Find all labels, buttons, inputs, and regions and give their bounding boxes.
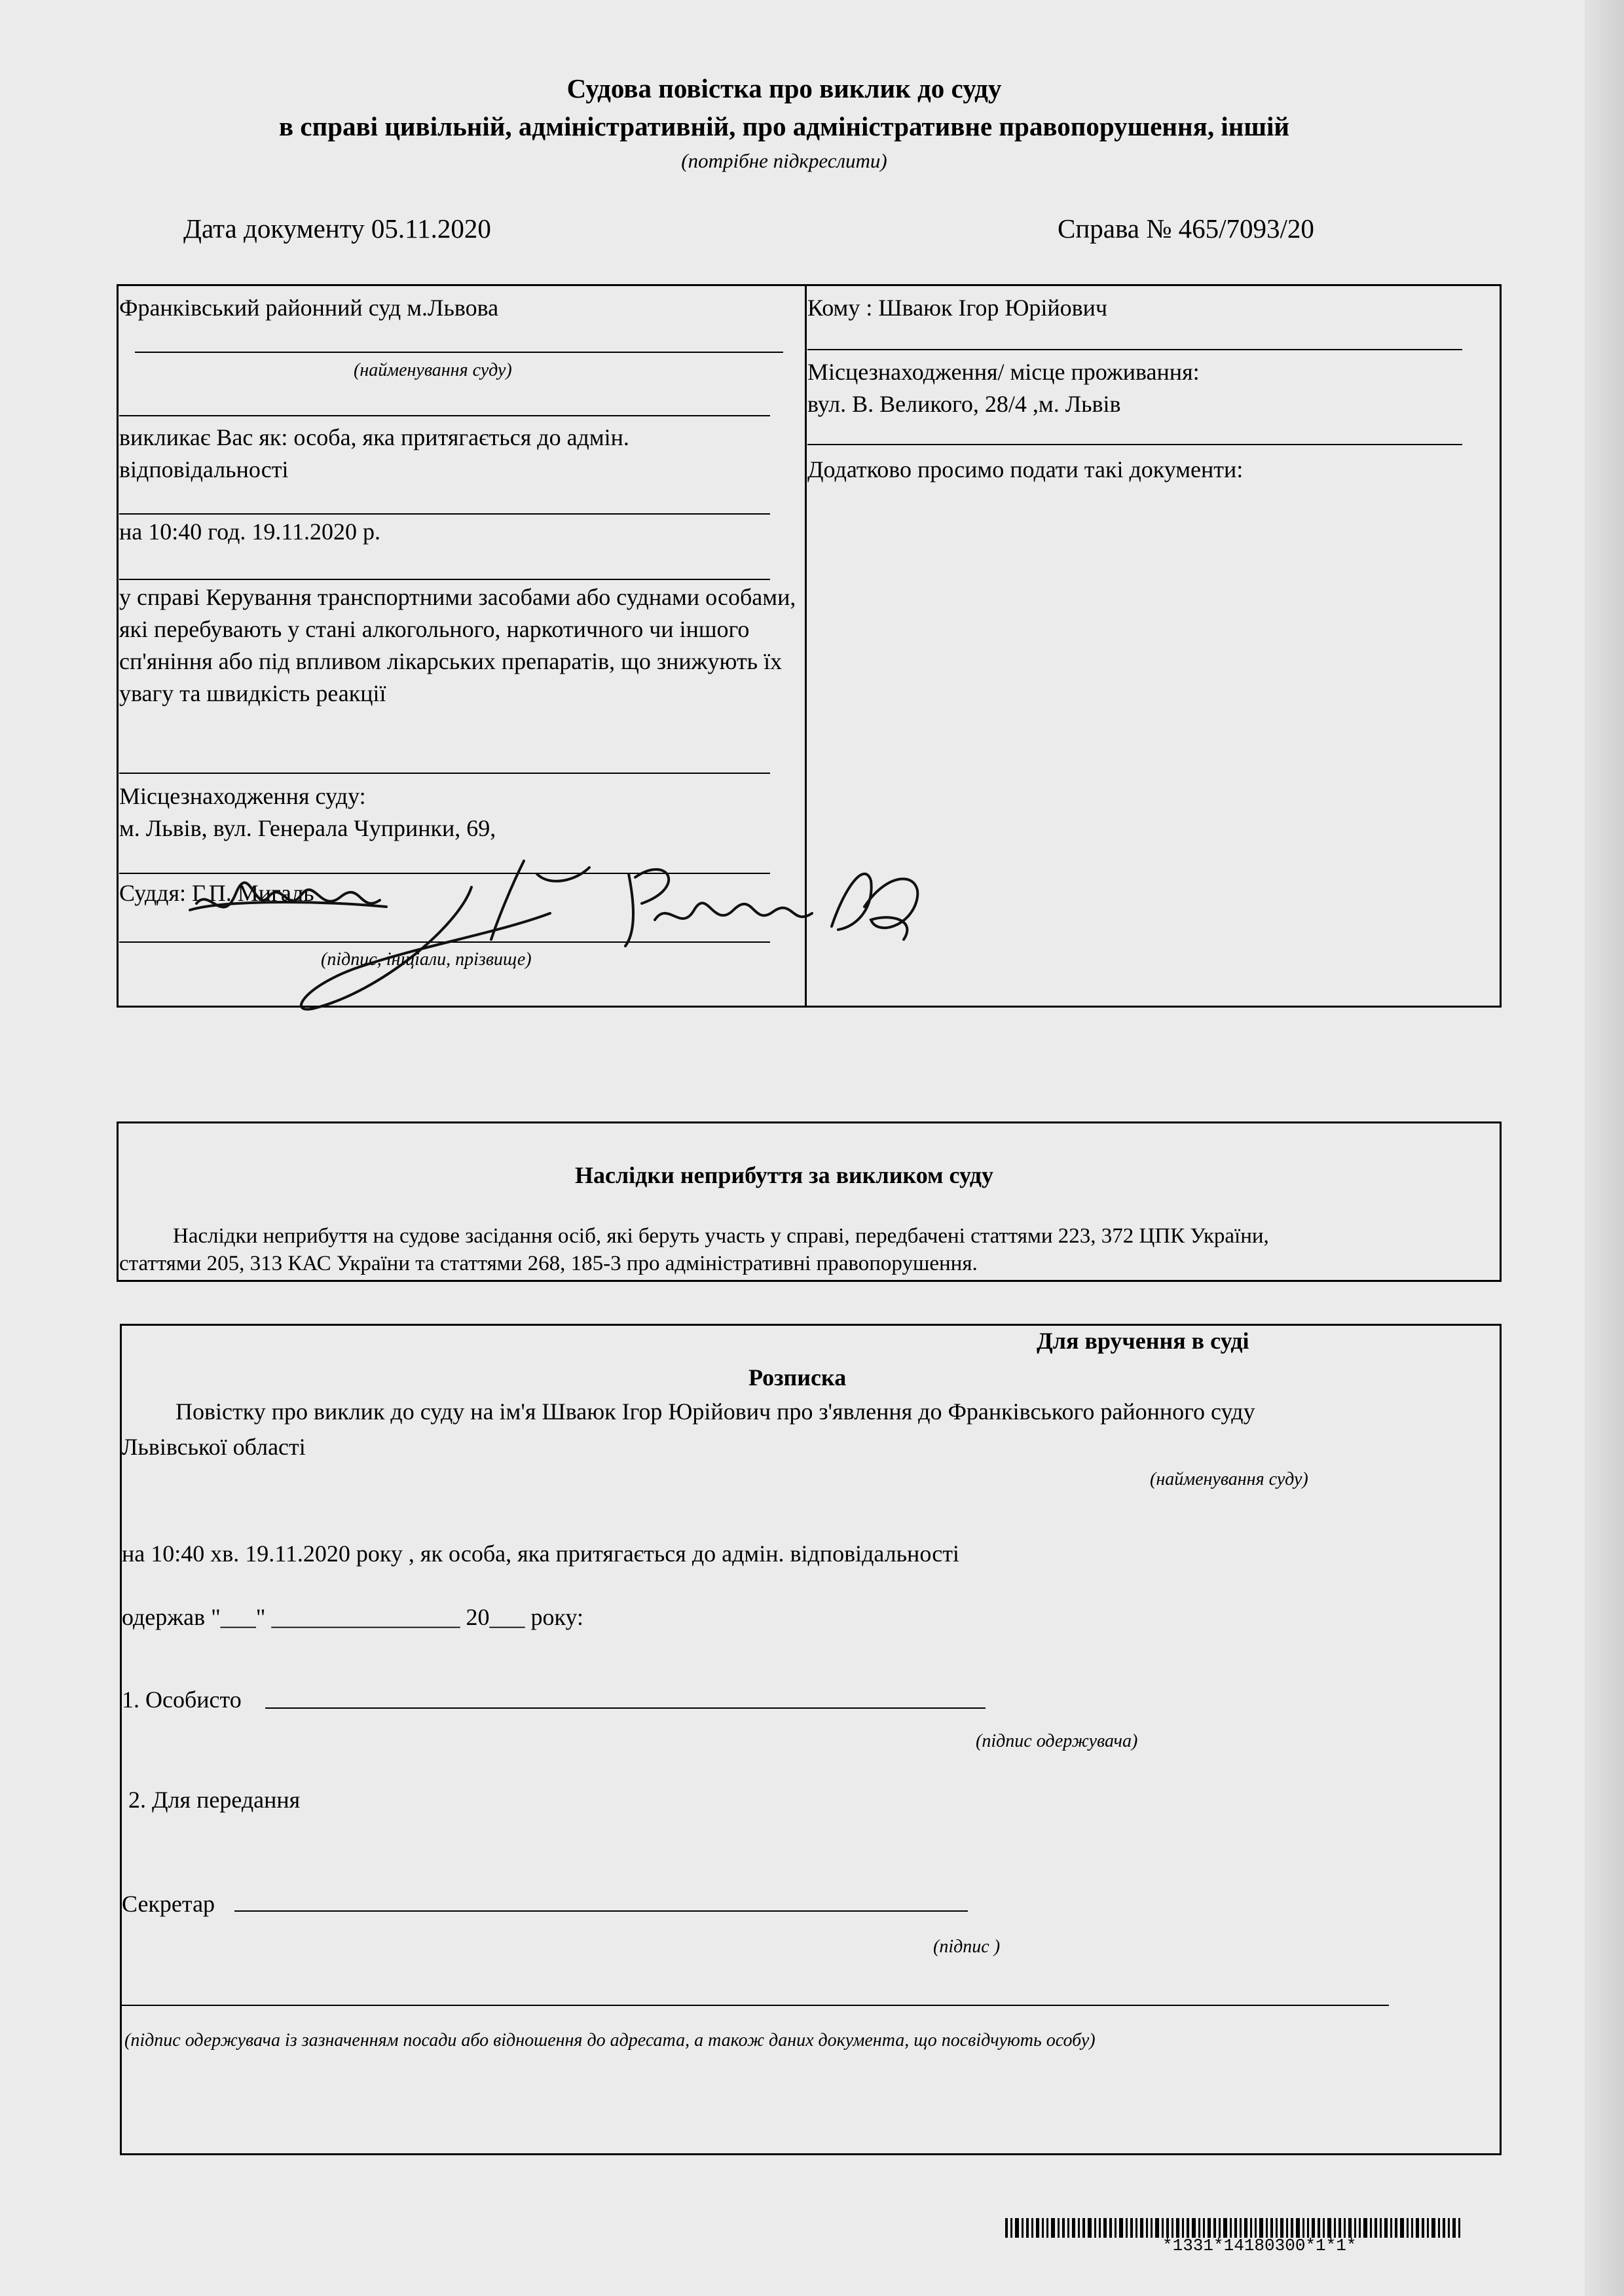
- document-date: Дата документу 05.11.2020: [183, 213, 491, 244]
- court-name-note: (найменування суду): [354, 360, 512, 380]
- received-date: одержав "___" ________________ 20___ року:: [122, 1604, 584, 1630]
- rule: [119, 513, 770, 515]
- consequences-line1: Наслідки неприбуття на судове засідання осіб, які беруть участь у справі, передбачені статтями 223, 372 ЦПК України,: [173, 1224, 1269, 1248]
- recipient-signature-note: (підпис одержувача): [976, 1731, 1138, 1751]
- scan-edge-shadow: [1585, 0, 1624, 2296]
- extra-documents: Додатково просимо подати такі документи:: [807, 456, 1244, 483]
- receipt-court-note: (найменування суду): [1150, 1469, 1308, 1489]
- judge: Суддя: Г.П. Мигаль: [119, 880, 314, 906]
- court-name: Франківський районний суд м.Львова: [119, 295, 499, 321]
- rule: [807, 349, 1462, 350]
- case-matter: у справі Керування транспортними засобами або суднами особами, які перебувають у стані алкогольного, наркотичного чи іншого сп'яніння або під впливом лікарських препаратів, що знижують їх увагу та швидкість реакції: [119, 584, 796, 706]
- signature-note: (підпис, ініціали, прізвище): [321, 949, 532, 970]
- receipt-line2: Львівської області: [122, 1434, 306, 1460]
- residence: вул. В. Великого, 28/4 ,м. Львів: [807, 391, 1121, 417]
- barcode: [1005, 2218, 1509, 2238]
- consequences-line2: статтями 205, 313 КАС України та статтями 268, 185-3 про адміністративні правопорушення.: [119, 1252, 978, 1275]
- receipt-line1: Повістку про виклик до суду на ім'я Шваюк Ігор Юрійович про з'явлення до Франківського районного суду: [175, 1398, 1255, 1425]
- secretary-label: Секретар: [122, 1891, 215, 1917]
- residence-label: Місцезнаходження/ місце проживання:: [807, 359, 1200, 385]
- rule: [135, 352, 783, 353]
- consequences-title: Наслідки неприбуття за викликом суду: [575, 1162, 993, 1188]
- document-title-line2: в справі цивільній, адміністративній, про адміністративне правопорушення, іншій: [279, 111, 1289, 141]
- recipient-details-note: (підпис одержувача із зазначенням посади або відношення до адресата, а також даних документа, що посвідчують особу): [124, 2030, 1096, 2050]
- hearing-time: на 10:40 год. 19.11.2020 р.: [119, 519, 381, 545]
- receipt-title: Розписка: [748, 1364, 847, 1391]
- rule: [119, 415, 770, 416]
- for-transfer-label: 2. Для передання: [128, 1787, 301, 1813]
- secretary-signature-note: (підпис ): [933, 1937, 1001, 1957]
- personally-label: 1. Особисто: [122, 1686, 242, 1713]
- secretary-signature-line: [234, 1910, 968, 1912]
- recipient: Кому : Шваюк Ігор Юрійович: [807, 295, 1108, 321]
- document-title-line1: Судова повістка про виклик до суду: [566, 73, 1002, 103]
- court-location: м. Львів, вул. Генерала Чупринки, 69,: [119, 815, 496, 841]
- court-location-label: Місцезнаходження суду:: [119, 783, 366, 809]
- case-number: Справа № 465/7093/20: [1058, 213, 1314, 244]
- barcode-text: *1331*14180300*1*1*: [1162, 2236, 1357, 2255]
- underline-note: (потрібне підкреслити): [681, 149, 887, 172]
- rule: [119, 579, 770, 580]
- called-as: викликає Вас як: особа, яка притягається до адмін. відповідальності: [119, 424, 629, 483]
- recipient-details-line: [122, 2005, 1389, 2006]
- rule: [119, 773, 770, 774]
- personally-signature-line: [265, 1707, 986, 1709]
- judge-signature: [183, 848, 936, 1011]
- rule: [807, 444, 1462, 445]
- for-court-delivery: Для вручення в суді: [1037, 1328, 1249, 1354]
- receipt-time: на 10:40 хв. 19.11.2020 року , як особа, яка притягається до адмін. відповідальності: [122, 1540, 959, 1567]
